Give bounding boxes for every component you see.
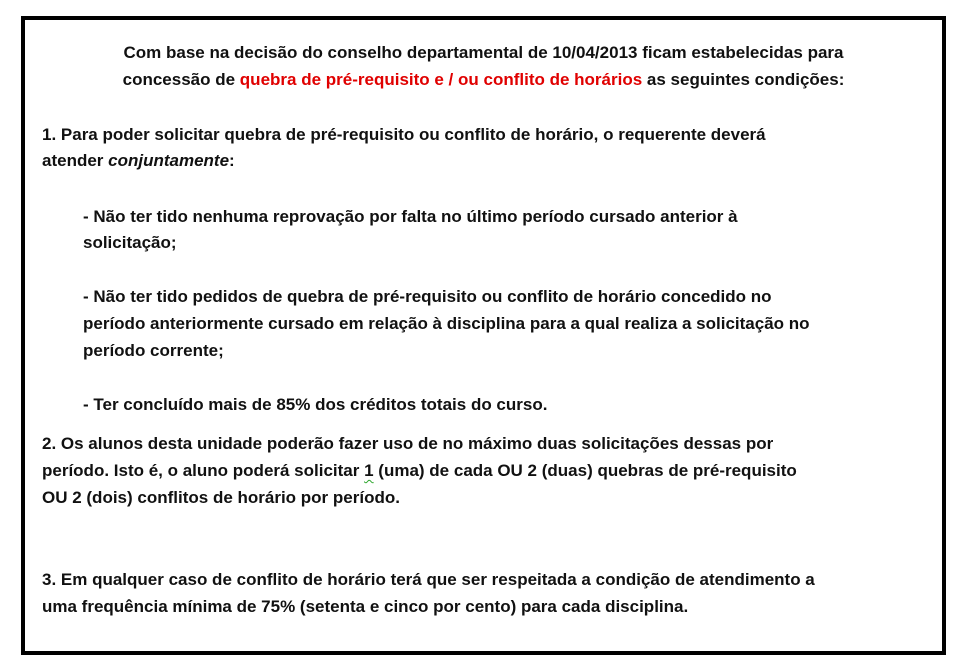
document-frame [21, 16, 946, 655]
intro-line-2-start: concessão de [122, 70, 240, 89]
item3-line-1: 3. Em qualquer caso de conflito de horário terá que ser respeitada a condição de atendimento a [42, 570, 815, 589]
item2-line-1: 2. Os alunos desta unidade poderão fazer uso de no máximo duas solicitações dessas por [42, 434, 774, 453]
condition-1-line-1: - Não ter tido nenhuma reprovação por falta no último período cursado anterior à [83, 207, 738, 226]
item1-line-2-start: atender [42, 151, 109, 170]
condition-3-line-1: - Ter concluído mais de 85% dos créditos totais do curso. [83, 395, 548, 414]
condition-2-line-3: período corrente; [83, 341, 224, 360]
intro-line-2 [25, 67, 942, 93]
item1-emphasis-text: conjuntamente [108, 151, 230, 170]
condition-2-line-2: período anteriormente cursado em relação à disciplina para a qual realiza a solicitação no [83, 314, 810, 333]
condition-1-line-2: solicitação; [83, 233, 177, 252]
item1-line-1: 1. Para poder solicitar quebra de pré-requisito ou conflito de horário, o requerente deverá [42, 125, 766, 144]
item3-line-2: uma frequência mínima de 75% (setenta e cinco por cento) para cada disciplina. [42, 597, 689, 616]
intro-line-1: Com base na decisão do conselho departamental de 10/04/2013 ficam estabelecidas para [123, 43, 844, 62]
intro-line-2-end: as seguintes condições: [642, 70, 845, 89]
item2-line-3: OU 2 (dois) conflitos de horário por período. [42, 488, 400, 507]
item1-line-2-end: : [229, 151, 235, 170]
item2-line-2 [42, 458, 797, 484]
item1-line-2 [42, 148, 235, 174]
intro-highlight-text: quebra de pré-requisito e / ou conflito de horários [239, 70, 643, 89]
item2-line-2-start: período. Isto é, o aluno poderá solicitar [42, 461, 365, 480]
item2-line-2-end: (uma) de cada OU 2 (duas) quebras de pré-requisito [373, 461, 797, 480]
condition-2-line-1: - Não ter tido pedidos de quebra de pré-requisito ou conflito de horário concedido no [83, 287, 772, 306]
item2-number-one: 1 [364, 461, 374, 480]
